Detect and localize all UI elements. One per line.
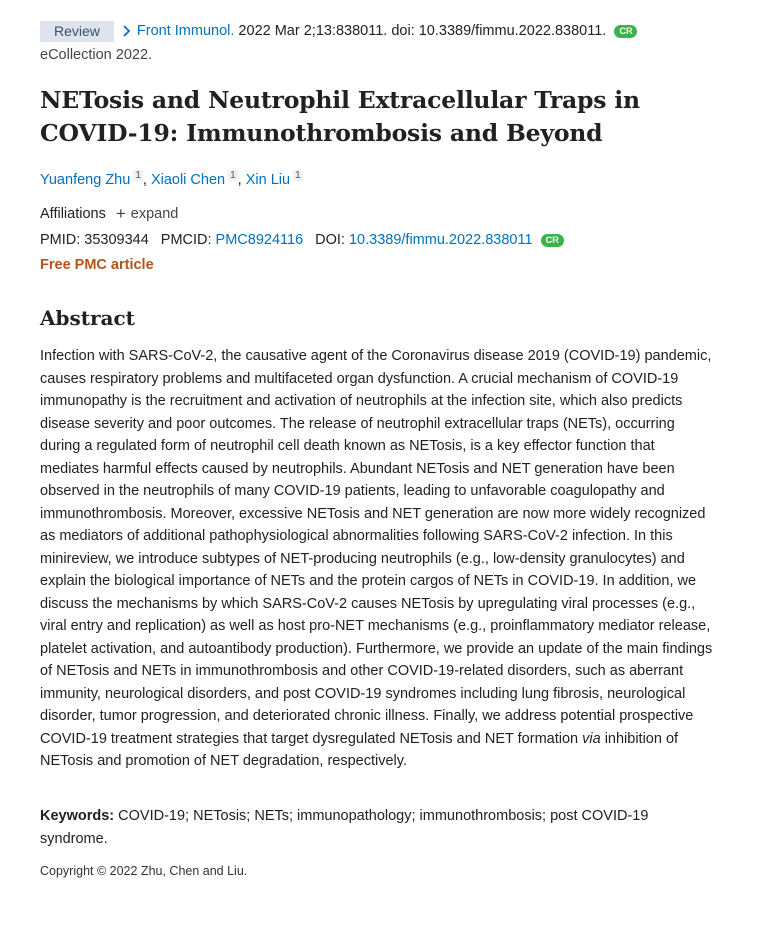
author-link[interactable]: Yuanfeng Zhu [40, 172, 131, 188]
review-badge: Review [40, 21, 114, 42]
ecollection: eCollection 2022. [40, 47, 153, 63]
crossref-icon[interactable]: CR [614, 25, 637, 38]
abstract-text [40, 345, 716, 773]
article-title: NETosis and Neutrophil Extracellular Traps in COVID-19: Immunothrombosis and Beyond [40, 86, 640, 147]
affiliation-ref[interactable]: 1 [295, 170, 301, 181]
expand-button[interactable] [116, 206, 179, 222]
crossref-icon[interactable]: CR [541, 234, 564, 247]
keywords-label: Keywords: [40, 808, 115, 824]
author-list: Yuanfeng Zhu $^1$ , Xiaoli Chen $^1$ , Xin Liu $^1$ [40, 170, 301, 188]
chevron-right-icon [122, 25, 131, 37]
author-link[interactable]: Xin Liu [245, 172, 291, 188]
keywords-text: COVID-19; NETosis; NETs; immunopathology; immunothrombosis; post COVID-19 syndrome. [40, 808, 649, 847]
affiliations-toggle [40, 206, 178, 222]
affiliation-ref[interactable]: 1 [135, 170, 141, 181]
abstract-text-part: inhibition of NETosis and promotion of NET degradation, respectively. [40, 730, 679, 769]
abstract-heading: Abstract [40, 306, 135, 330]
citation-details: 2022 Mar 2;13:838011. doi: 10.3389/fimmu.2022.838011. [234, 23, 607, 39]
pmid-value: 35309344 [84, 232, 149, 248]
expand-label: expand [130, 206, 179, 222]
pmcid-label: PMCID: [160, 232, 212, 248]
author-link[interactable]: Xiaoli Chen [150, 172, 226, 188]
copyright: Copyright © 2022 Zhu, Chen and Liu. [40, 864, 248, 878]
plus-icon: + [115, 204, 126, 223]
citation-line [40, 18, 637, 44]
doi-link[interactable]: 10.3389/fimmu.2022.838011 [348, 232, 533, 248]
identifiers [40, 232, 564, 248]
affiliation-ref[interactable]: 1 [230, 170, 236, 181]
keywords [40, 805, 716, 850]
free-pmc-article-label: Free PMC article [40, 257, 154, 273]
abstract-text-part: Infection with SARS-CoV-2, the causative agent of the Coronavirus disease 2019 (COVID-19) pandemic, causes respiratory problems and multifaceted organ dysfunction. A crucial mechanism of COVID-19 immunopathy is the recruitment and activation of neutrophils at the infection site, which also predicts disease severity and poor outcomes. The release of neutrophil extracellular traps (NETs), occurring during a regulated form of neutrophil cell death known as NETosis, is a key effector function that mediates harmful effects caused by neutrophils. Abundant NETosis and NET generation have been observed in the neutrophils of many COVID-19 patients, leading to unfavorable coagulopathy and immunothrombosis. Moreover, excessive NETosis and NET generation are now more widely recognized as mediators of additional pathophysiological abnormalities following SARS-CoV-2 infection. In this minireview, we introduce subtypes of NET-producing neutrophils (e.g., low-density granulocytes) and explain the biological importance of NETs and the protein cargos of NETs in COVID-19. In addition, we discuss the mechanisms by which SARS-CoV-2 causes NETosis by upregulating viral processes (e.g., viral entry and replication) as well as host pro-NET mechanisms (e.g., proinflammatory mediator release, platelet activation, and autoantibody production). Furthermore, we provide an update of the main findings of NETosis and NETs in immunothrombosis and other COVID-19-related disorders, such as aberrant immunity, neurological disorders, and post COVID-19 syndromes including lung fibrosis, neurological disorder, tumor progression, and deteriorated chronic illness. Finally, we address potential prospective COVID-19 treatment strategies that target dysregulated NETosis and NET formation [40, 348, 713, 747]
pmcid-link[interactable]: PMC8924116 [215, 232, 304, 248]
doi-label: DOI: [315, 232, 345, 248]
affiliations-label: Affiliations [40, 206, 106, 222]
abstract-italic: via [582, 730, 601, 747]
journal-link[interactable]: Front Immunol. [136, 23, 235, 39]
pmid-label: PMID: [40, 232, 81, 248]
